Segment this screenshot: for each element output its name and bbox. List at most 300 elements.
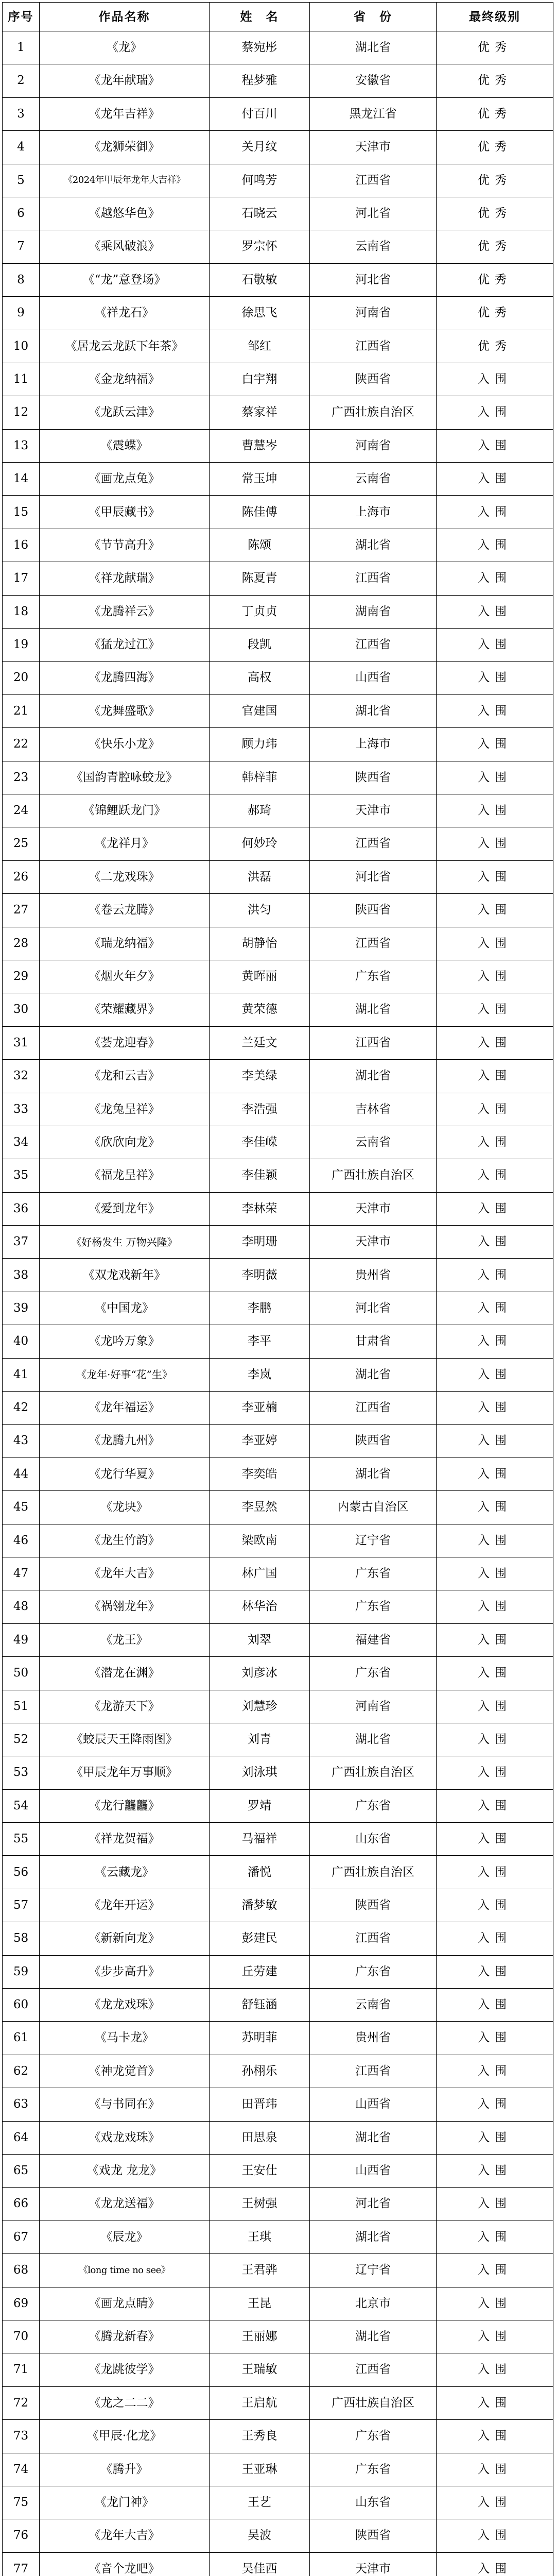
cell-name: 李佳颖 [210,1159,310,1192]
table-row [3,2420,553,2453]
cell-no: 63 [3,2088,40,2121]
cell-work: 《福龙呈祥》 [40,1159,210,1192]
cell-no: 8 [3,263,40,296]
cell-name: 刘彦冰 [210,1657,310,1690]
cell-name: 李亚楠 [210,1392,310,1425]
cell-no: 45 [3,1491,40,1524]
cell-work: 《双龙戏新年》 [40,1259,210,1292]
table-row [3,131,553,164]
cell-work: 《腾升》 [40,2453,210,2486]
table-row [3,1524,553,1557]
cell-level: 入围 [437,1590,553,1623]
cell-work: 《龙兔呈祥》 [40,1093,210,1126]
cell-level: 入围 [437,1989,553,2022]
cell-no: 40 [3,1325,40,1358]
cell-no: 27 [3,894,40,927]
table-row [3,1392,553,1425]
table-row [3,2519,553,2552]
cell-level: 入围 [437,1358,553,1391]
cell-level: 入围 [437,894,553,927]
cell-province: 广东省 [310,1657,437,1690]
cell-work: 《新新向龙》 [40,1922,210,1955]
cell-no: 20 [3,662,40,694]
cell-level: 入围 [437,860,553,893]
cell-province: 湖北省 [310,2221,437,2253]
cell-no: 16 [3,529,40,562]
cell-province: 吉林省 [310,1093,437,1126]
cell-work: 《龙年大吉》 [40,2519,210,2552]
table-row [3,64,553,97]
table-row [3,1889,553,1922]
cell-province: 陕西省 [310,1889,437,1922]
cell-no: 19 [3,629,40,662]
table-row [3,1823,553,1856]
cell-province: 广西壮族自治区 [310,1756,437,1789]
cell-name: 李鹏 [210,1292,310,1325]
table-row [3,2221,553,2253]
cell-province: 北京市 [310,2287,437,2320]
cell-name: 田思泉 [210,2121,310,2154]
cell-work: 《2024年甲辰年龙年大吉祥》 [40,164,210,197]
cell-level: 入围 [437,396,553,429]
cell-work: 《龙腾九州》 [40,1425,210,1458]
cell-work: 《爱到龙年》 [40,1192,210,1225]
cell-work: 《long time no see》 [40,2254,210,2287]
cell-level: 入围 [437,1657,553,1690]
cell-no: 5 [3,164,40,197]
cell-province: 山西省 [310,2155,437,2188]
cell-no: 55 [3,1823,40,1856]
cell-work: 《龙游天下》 [40,1690,210,1723]
cell-name: 林广国 [210,1557,310,1590]
table-row [3,894,553,927]
cell-no: 47 [3,1557,40,1590]
cell-no: 25 [3,827,40,860]
table-row [3,1259,553,1292]
cell-no: 11 [3,363,40,396]
cell-name: 蔡宛彤 [210,31,310,64]
cell-work: 《龙门神》 [40,2486,210,2519]
cell-province: 湖北省 [310,1458,437,1490]
table-row [3,97,553,130]
cell-level: 入围 [437,761,553,794]
cell-province: 天津市 [310,131,437,164]
cell-name: 李林荣 [210,1192,310,1225]
cell-no: 35 [3,1159,40,1192]
cell-name: 王丽娜 [210,2320,310,2353]
table-row [3,1756,553,1789]
cell-level: 优秀 [437,131,553,164]
cell-work: 《龙吟万象》 [40,1325,210,1358]
cell-level: 优秀 [437,197,553,230]
cell-name: 丘劳建 [210,1955,310,1988]
cell-province: 河南省 [310,429,437,462]
cell-level: 入围 [437,2453,553,2486]
table-row [3,1093,553,1126]
table-row [3,164,553,197]
cell-work: 《龙祥月》 [40,827,210,860]
cell-province: 广西壮族自治区 [310,1856,437,1889]
cell-no: 4 [3,131,40,164]
cell-province: 江西省 [310,2353,437,2386]
cell-level: 优秀 [437,64,553,97]
table-row [3,2254,553,2287]
table-row [3,1955,553,1988]
cell-province: 山东省 [310,2486,437,2519]
table-row [3,263,553,296]
cell-level: 入围 [437,2353,553,2386]
cell-province: 江西省 [310,562,437,595]
table-row [3,230,553,263]
cell-work: 《步步高升》 [40,1955,210,1988]
cell-no: 22 [3,728,40,761]
cell-name: 黄荣德 [210,993,310,1026]
cell-province: 河北省 [310,197,437,230]
cell-name: 王琪 [210,2221,310,2253]
cell-name: 马福祥 [210,1823,310,1856]
cell-level: 入围 [437,1557,553,1590]
cell-province: 湖北省 [310,1060,437,1093]
cell-no: 52 [3,1723,40,1756]
cell-province: 湖南省 [310,595,437,628]
cell-no: 53 [3,1756,40,1789]
table-row [3,396,553,429]
cell-no: 38 [3,1259,40,1292]
cell-name: 孙栩乐 [210,2055,310,2088]
cell-level: 优秀 [437,263,553,296]
cell-work: 《龙腾四海》 [40,662,210,694]
cell-name: 彭建民 [210,1922,310,1955]
cell-level: 入围 [437,1060,553,1093]
cell-province: 江西省 [310,927,437,960]
cell-name: 王安仕 [210,2155,310,2188]
cell-name: 李明薇 [210,1259,310,1292]
cell-name: 王君骅 [210,2254,310,2287]
cell-no: 69 [3,2287,40,2320]
cell-province: 湖北省 [310,1723,437,1756]
cell-no: 24 [3,794,40,827]
cell-level: 入围 [437,496,553,529]
table-row [3,1458,553,1490]
cell-name: 王昆 [210,2287,310,2320]
table-row [3,2088,553,2121]
cell-name: 李昱然 [210,1491,310,1524]
cell-province: 山西省 [310,662,437,694]
cell-no: 58 [3,1922,40,1955]
cell-level: 入围 [437,463,553,496]
cell-province: 湖北省 [310,31,437,64]
cell-province: 广东省 [310,1590,437,1623]
cell-name: 舒钰涵 [210,1989,310,2022]
table-row [3,562,553,595]
cell-level: 入围 [437,529,553,562]
cell-name: 罗靖 [210,1789,310,1822]
cell-work: 《龙和云吉》 [40,1060,210,1093]
cell-name: 潘悦 [210,1856,310,1889]
cell-province: 天津市 [310,794,437,827]
cell-province: 广东省 [310,1789,437,1822]
table-row [3,1657,553,1690]
header-name: 姓 名 [210,3,310,31]
cell-level: 入围 [437,1823,553,1856]
table-row [3,2188,553,2221]
table-row [3,1723,553,1756]
cell-province: 广东省 [310,1557,437,1590]
cell-level: 入围 [437,2486,553,2519]
cell-province: 云南省 [310,1989,437,2022]
cell-work: 《龙跳彼学》 [40,2353,210,2386]
cell-level: 入围 [437,2188,553,2221]
table-body [3,31,553,2576]
cell-province: 天津市 [310,1226,437,1259]
cell-province: 黑龙江省 [310,97,437,130]
cell-name: 常玉坤 [210,463,310,496]
cell-work: 《龙之二二》 [40,2386,210,2419]
cell-name: 王艺 [210,2486,310,2519]
cell-no: 30 [3,993,40,1026]
cell-name: 李平 [210,1325,310,1358]
table-row [3,363,553,396]
cell-province: 上海市 [310,728,437,761]
cell-no: 44 [3,1458,40,1490]
cell-province: 贵州省 [310,2022,437,2055]
cell-province: 辽宁省 [310,1524,437,1557]
cell-province: 贵州省 [310,1259,437,1292]
cell-work: 《龙年福运》 [40,1392,210,1425]
cell-work: 《龙块》 [40,1491,210,1524]
cell-province: 广东省 [310,1955,437,1988]
cell-level: 入围 [437,2121,553,2154]
cell-name: 李浩强 [210,1093,310,1126]
cell-level: 入围 [437,2287,553,2320]
cell-name: 李明珊 [210,1226,310,1259]
cell-no: 64 [3,2121,40,2154]
cell-work: 《祥龙献瑞》 [40,562,210,595]
table-row [3,1590,553,1623]
cell-province: 山西省 [310,2088,437,2121]
table-row [3,2320,553,2353]
cell-name: 吴波 [210,2519,310,2552]
cell-name: 刘慧珍 [210,1690,310,1723]
cell-level: 入围 [437,2155,553,2188]
cell-name: 蔡家祥 [210,396,310,429]
cell-work: 《好杨发生 万物兴隆》 [40,1226,210,1259]
cell-work: 《龙狮荣御》 [40,131,210,164]
cell-no: 72 [3,2386,40,2419]
cell-no: 17 [3,562,40,595]
cell-level: 入围 [437,1126,553,1159]
cell-level: 入围 [437,1789,553,1822]
table-row [3,927,553,960]
cell-name: 何妙玲 [210,827,310,860]
cell-level: 入围 [437,794,553,827]
cell-level: 入围 [437,1159,553,1192]
cell-province: 上海市 [310,496,437,529]
cell-province: 广西壮族自治区 [310,2386,437,2419]
cell-no: 43 [3,1425,40,1458]
cell-work: 《与书同在》 [40,2088,210,2121]
table-row [3,1226,553,1259]
cell-work: 《腾龙新春》 [40,2320,210,2353]
table-row [3,1126,553,1159]
table-row [3,1491,553,1524]
cell-no: 46 [3,1524,40,1557]
cell-work: 《龙行龘龘》 [40,1789,210,1822]
cell-no: 2 [3,64,40,97]
cell-no: 67 [3,2221,40,2253]
table-row [3,2453,553,2486]
cell-level: 入围 [437,363,553,396]
cell-name: 梁欧南 [210,1524,310,1557]
cell-name: 王瑞敏 [210,2353,310,2386]
cell-work: 《瑞龙纳福》 [40,927,210,960]
cell-no: 12 [3,396,40,429]
cell-name: 兰廷文 [210,1026,310,1059]
cell-no: 56 [3,1856,40,1889]
cell-level: 入围 [437,2320,553,2353]
cell-province: 陕西省 [310,761,437,794]
cell-no: 54 [3,1789,40,1822]
cell-level: 入围 [437,2055,553,2088]
cell-no: 73 [3,2420,40,2453]
cell-name: 陈颂 [210,529,310,562]
cell-province: 河南省 [310,1690,437,1723]
cell-level: 入围 [437,595,553,628]
cell-level: 入围 [437,2420,553,2453]
cell-province: 山东省 [310,1823,437,1856]
cell-work: 《音个龙吧》 [40,2552,210,2576]
cell-province: 江西省 [310,1922,437,1955]
table-row [3,1192,553,1225]
cell-level: 优秀 [437,97,553,130]
cell-level: 入围 [437,1623,553,1656]
cell-no: 39 [3,1292,40,1325]
table-row [3,860,553,893]
cell-work: 《甲辰龙年万事顺》 [40,1756,210,1789]
table-row [3,1623,553,1656]
cell-no: 3 [3,97,40,130]
cell-province: 云南省 [310,230,437,263]
cell-work: 《辰龙》 [40,2221,210,2253]
cell-level: 入围 [437,1458,553,1490]
cell-level: 入围 [437,1491,553,1524]
cell-level: 入围 [437,2254,553,2287]
table-row [3,429,553,462]
cell-work: 《龙跃云津》 [40,396,210,429]
cell-level: 入围 [437,562,553,595]
cell-no: 6 [3,197,40,230]
cell-name: 徐思飞 [210,297,310,330]
cell-work: 《戏龙 龙龙》 [40,2155,210,2188]
table-row [3,463,553,496]
table-row [3,993,553,1026]
cell-name: 潘梦敏 [210,1889,310,1922]
cell-province: 江西省 [310,827,437,860]
cell-level: 入围 [437,2088,553,2121]
cell-no: 51 [3,1690,40,1723]
header-work: 作品名称 [40,3,210,31]
cell-name: 邹红 [210,330,310,363]
header-province: 省 份 [310,3,437,31]
cell-no: 36 [3,1192,40,1225]
cell-province: 江西省 [310,629,437,662]
cell-name: 陈夏青 [210,562,310,595]
cell-province: 内蒙古自治区 [310,1491,437,1524]
cell-work: 《龙》 [40,31,210,64]
cell-work: 《龙腾祥云》 [40,595,210,628]
cell-province: 河北省 [310,860,437,893]
cell-province: 广东省 [310,2453,437,2486]
cell-name: 罗宗怀 [210,230,310,263]
cell-level: 入围 [437,2519,553,2552]
cell-no: 10 [3,330,40,363]
table-row [3,960,553,993]
header-row [3,3,553,31]
cell-level: 入围 [437,993,553,1026]
header-no: 序号 [3,3,40,31]
table-row [3,2552,553,2576]
cell-level: 入围 [437,827,553,860]
cell-no: 31 [3,1026,40,1059]
cell-no: 9 [3,297,40,330]
cell-level: 入围 [437,1955,553,1988]
cell-province: 福建省 [310,1623,437,1656]
cell-no: 28 [3,927,40,960]
cell-name: 付百川 [210,97,310,130]
cell-work: 《节节高升》 [40,529,210,562]
cell-level: 入围 [437,1425,553,1458]
table-row [3,694,553,727]
cell-province: 河北省 [310,2188,437,2221]
cell-name: 官建国 [210,694,310,727]
cell-work: 《马卡龙》 [40,2022,210,2055]
cell-level: 入围 [437,728,553,761]
cell-name: 吴佳西 [210,2552,310,2576]
table-row [3,2386,553,2419]
cell-no: 7 [3,230,40,263]
cell-level: 入围 [437,629,553,662]
cell-name: 丁贞贞 [210,595,310,628]
cell-no: 50 [3,1657,40,1690]
cell-work: 《龙王》 [40,1623,210,1656]
cell-name: 洪磊 [210,860,310,893]
cell-no: 14 [3,463,40,496]
table-row [3,297,553,330]
table-row [3,1325,553,1358]
cell-work: 《龙龙送福》 [40,2188,210,2221]
cell-name: 胡静怡 [210,927,310,960]
cell-province: 云南省 [310,1126,437,1159]
cell-province: 陕西省 [310,2519,437,2552]
cell-name: 李亚婷 [210,1425,310,1458]
cell-no: 49 [3,1623,40,1656]
table-row [3,330,553,363]
cell-name: 关月纹 [210,131,310,164]
cell-work: 《中国龙》 [40,1292,210,1325]
cell-name: 洪匀 [210,894,310,927]
cell-name: 林华治 [210,1590,310,1623]
table-row [3,794,553,827]
cell-province: 湖北省 [310,2121,437,2154]
cell-work: 《祥龙石》 [40,297,210,330]
cell-work: 《龙年大吉》 [40,1557,210,1590]
cell-work: 《云藏龙》 [40,1856,210,1889]
cell-work: 《龙年吉祥》 [40,97,210,130]
cell-name: 陈佳傅 [210,496,310,529]
cell-work: 《戏龙戏珠》 [40,2121,210,2154]
cell-no: 15 [3,496,40,529]
table-row [3,2287,553,2320]
